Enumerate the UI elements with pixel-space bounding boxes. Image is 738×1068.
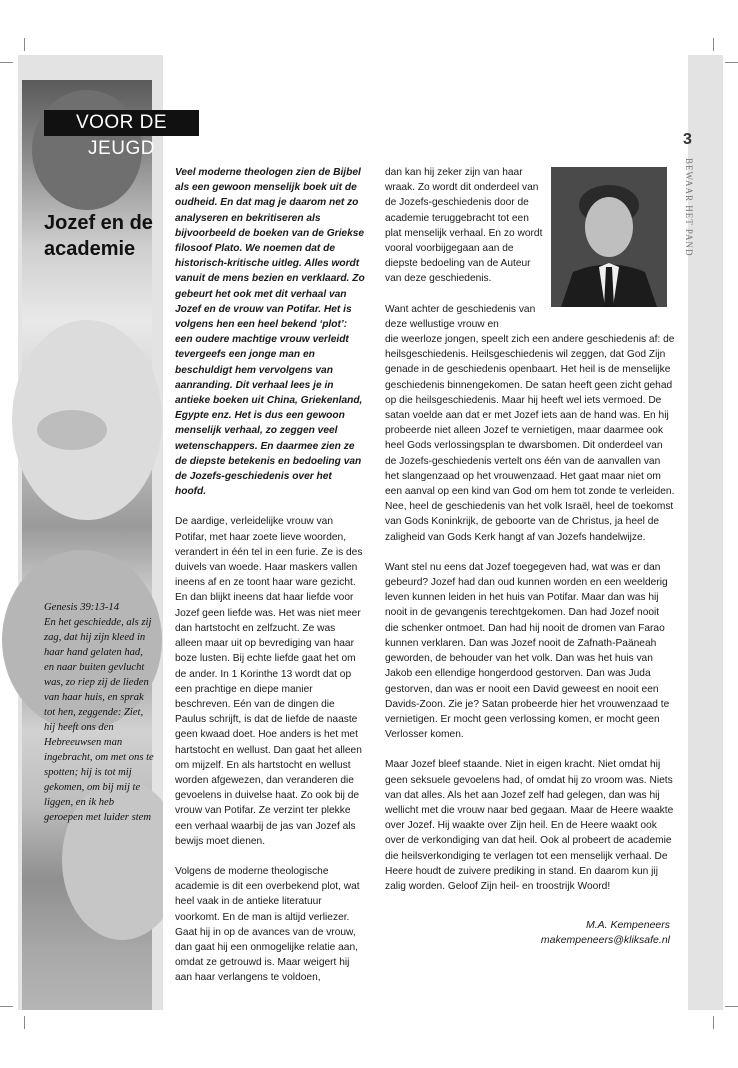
crop-mark [0,62,13,63]
body-text: die weerloze jongen, speelt zich een andere geschiedenis af: de heilsgeschiedenis. Heilsgeschiedenis wil zeggen, dat God Zijn genade in de geschiedenis openbaart. Het heil is de menselijke geschiedenis binnengekomen. De satan heeft geen zicht gehad op die heilsgeschiedenis. Maar hij heeft wel iets vermoed. De satan voelde aan dat er met Jozef iets aan de hand was. En hij probeerde niet alleen Jozef te vernietigen, maar daarmee ook heel Gods verlossingsplan te dwarsbomen. Dit onderdeel van de Jozefs-geschiedenis vertelt ons één van de aanvallen van het slangenzaad op het vrouwenzaad. Het gaat maar niet om een aanval op een kind van God om hem tot zonde te verleiden. [385,334,675,498]
column-left [175,165,365,1001]
scripture-reference: Genesis 39:13-14 [44,602,120,613]
crop-mark [713,1016,714,1029]
column-right [385,165,675,909]
author-email: makempeneers@kliksafe.nl [540,934,670,946]
body-paragraph: De aardige, verleidelijke vrouw van Potifar, met haar zoete lieve woorden, verandert in één tel in een furie. Ze is des duivels van woede. Haar maskers vallen ineens af en ze toont haar ware gezicht. En dan blijkt ineens dat haar liefde voor Jozef geen liefde was. Het was niet meer dan hartstocht en zelfzucht. Ze was alleen maar uit op bevrediging van haar boze lusten. Bij echte liefde gaat het om de ander. In 1 Korinthe 13 wordt dat op een prachtige en diepe manier beschreven. Eén van de dingen die Paulus schrijft, is dat de liefde de naaste geen kwaad doet. Hoe anders is het met hartstocht en wellust. Dan gaat het alleen om mijzelf. En als hartstocht en wellust worden afgewezen, dan veranderen die gevoelens in duivelse haat. Zo ook bij de vrouw van Potifar. Ze verzint ter plekke een verhaal waarbij de jas van Jozef als bewijs moet dienen. [175,516,363,847]
article-title: Jozef en de academie [44,212,153,260]
crop-mark [24,38,25,51]
intro-paragraph: Veel moderne theologen zien de Bijbel als een gewoon menselijk boek uit de oudheid. En dat mag je daarom net zo analyseren en bekritiseren als bijvoorbeeld de boeken van de Griekse filosoof Plato. We noemen dat de historisch-kritische uitleg. Alles wordt vanuit de mens bezien en verklaard. Zo gebeurt het ook met dit verhaal van Jozef en de vrouw van Potifar. Het is volgens hen een heel bekend ‘plot’: een oudere machtige vrouw verleidt tevergeefs een jonge man en beschuldigt hem vervolgens van aanranding. Dit verhaal lees je in antieke boeken uit China, Griekenland, Egypte enz. Het is dus een gewoon menselijk verhaal, zo zeggen veel wetenschappers. En daarmee zien ze de diepste betekenis en bedoeling van de Jozefs-geschiedenis over het hoofd. [175,167,365,498]
crop-mark [713,38,714,51]
signature [460,918,670,948]
body-paragraph: Maar Jozef bleef staande. Niet in eigen kracht. Niet omdat hij geen seksuele gevoelens had, of omdat hij zo vroom was. Niets van dat alles. Als het aan Jozef zelf had gelegen, dan was hij wellicht met die vrouw naar bed gegaan. Maar de Heere waakte over Jozef. Hij waakte over Zijn heil. En de Heere waakt ook over de verkondiging van dat heil. Ook al probeert de academie die heilsverkondiging te verlagen tot een menselijk verhaal. De Heere houdt de zuivere prediking in stand. En daarom kun jij zalig worden. Geloof Zijn heil- en troostrijk Woord! [385,759,674,892]
page-number: 3 [683,131,692,148]
crop-mark [0,1006,13,1007]
crop-mark [24,1016,25,1029]
author-name: M.A. Kempeneers [585,919,670,931]
body-paragraph: dan kan hij zeker zijn van haar wraak. Zo wordt dit onderdeel van de Jozefs-geschiedenis door de academie teruggebracht tot een plat menselijk verhaal. En zo wordt vooral voorbijgegaan aan de diepste bedoeling van de Auteur van deze geschiedenis. [385,167,543,285]
body-paragraph: Volgens de moderne theologische academie is dit een overbekend plot, wat heel vaak in de antieke literatuur voorkomt. En de man is altijd verliezer. Gaat hij in op de avances van de vrouw, dan gaat hij een onmogelijke relatie aan, omdat ze getrouwd is. Maar weigert hij aan haar verlangens te voldoen, [175,865,360,984]
body-paragraph: Nee, heel de geschiedenis van het volk Israël, heel de toekomst van Gods Koninkrijk, de geboorte van de Christus, ja heel de zaligheid van Gods Kerk hangt af van Jozefs handelwijze. [385,501,674,543]
crop-mark [725,62,738,63]
running-header: BEWAAR HET PAND [684,158,694,257]
scripture-text: En het geschiedde, als zij zag, dat hij zijn kleed in haar hand gelaten had, en naar buiten gevlucht was, zo riep zij de lieden van haar huis, en sprak tot hen, zeggende: Ziet, hij heeft ons den Hebreeuwsen man ingebracht, om met ons te spotten; hij is tot mij gekomen, om bij mij te liggen, en ik heb geroepen met luider stem [44,617,154,823]
body-paragraph [385,302,675,500]
scripture-quote [44,600,154,825]
crop-mark [725,1006,738,1007]
section-label: VOOR DE JEUGD [44,110,199,136]
body-text-narrow: Want achter de geschiedenis van deze wellustige vrouw en [385,303,536,330]
body-paragraph: Want stel nu eens dat Jozef toegegeven had, wat was er dan gebeurd? Jozef had dan oud kunnen worden en een weelderig leven kunnen leiden in het huis van Potifar. Maar dan was hij nooit in de gevangenis terechtgekomen. Dan had Jozef nooit die schenker ontmoet. Dan had hij nooit de dromen van Farao kunnen verklaren. Dan was Jozef nooit de Zafnath-Paäneah geworden, de behouder van het volk. Dan was het huis van Jakob een ellendige hongerdood gestorven. Dan was Juda gestorven, dan was er nooit een David geweest en nooit een Davids-Zoon. Zie je? Satan probeerde hier het vrouwenzaad te vernietigen. Er mocht geen verlossing komen, er mocht geen Verlosser komen. [385,561,670,741]
face-shape [37,410,107,450]
